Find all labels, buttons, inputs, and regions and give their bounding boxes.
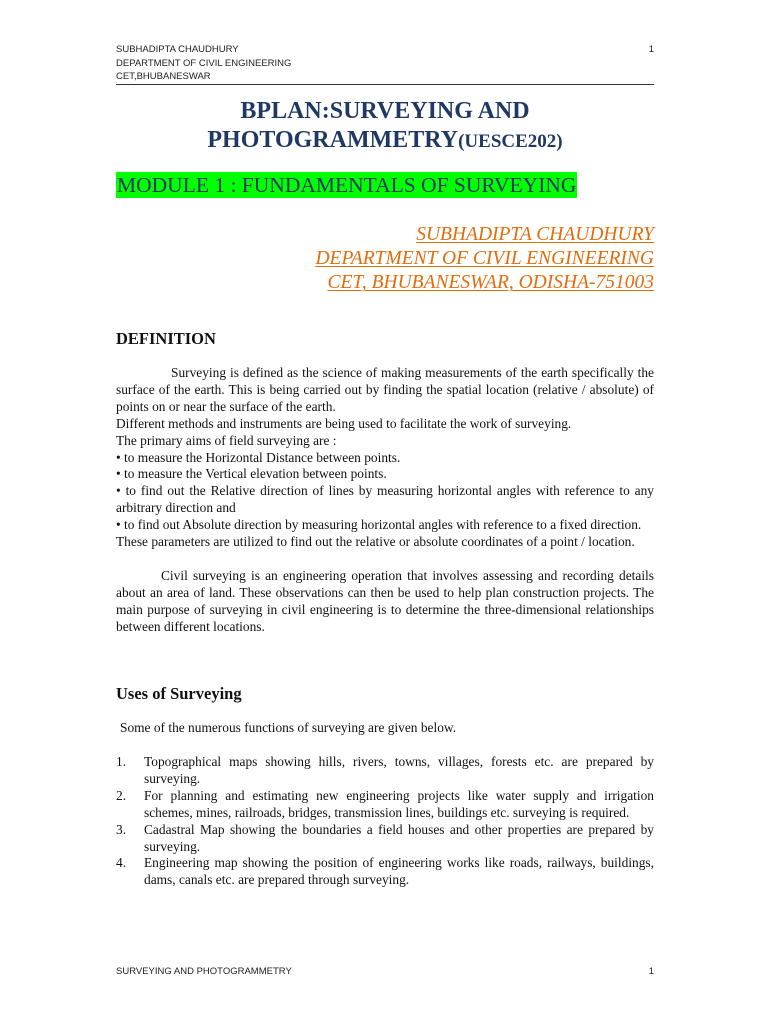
title-main: PHOTOGRAMMETRY [207, 127, 459, 153]
list-number: 2. [116, 787, 127, 803]
list-item [116, 754, 654, 788]
module-heading: MODULE 1 : FUNDAMENTALS OF SURVEYING [117, 173, 577, 197]
title-line-2 [116, 126, 654, 156]
list-item [116, 822, 654, 856]
aims-intro: The primary aims of field surveying are : [116, 432, 337, 448]
header-department: DEPARTMENT OF CIVIL ENGINEERING [116, 57, 292, 69]
list-text: Topographical maps showing hills, rivers, towns, villages, forests etc. are prepared by surveying. [144, 754, 654, 786]
header-page-number: 1 [648, 44, 654, 55]
uses-heading: Uses of Surveying [116, 684, 242, 703]
definition-body [116, 365, 654, 635]
list-text: For planning and estimating new engineering projects like water supply and irrigation schemes, mines, railroads, bridges, transmission lines, buildings etc. surveying is required. [144, 787, 654, 820]
civil-surveying-paragraph: Civil surveying is an engineering operation that involves assessing and recording details about an area of land. These observations can then be used to help plan construction projects. The main purpose of surveying in civil engineering is to determine the three-dimensional relationships between different locations. [116, 567, 654, 634]
definition-heading: DEFINITION [116, 329, 216, 348]
list-number: 1. [116, 754, 127, 769]
author-address: CET, BHUBANESWAR, ODISHA-751003 [327, 272, 654, 293]
author-name: SUBHADIPTA CHAUDHURY [416, 224, 654, 245]
list-number: 4. [116, 855, 127, 871]
definition-paragraph: Surveying is defined as the science of making measurements of the earth specifically the surface of the earth. This is being carried out by finding the spatial location (relative / absolute) of points on or near the surface of the earth. [116, 365, 654, 414]
aim-item: • to find out the Relative direction of lines by measuring horizontal angles with reference to any arbitrary direction and [116, 483, 654, 516]
header-divider [116, 84, 654, 85]
header-institute: CET,BHUBANESWAR [116, 71, 211, 82]
list-number: 3. [116, 821, 127, 837]
author-department: DEPARTMENT OF CIVIL ENGINEERING [315, 248, 654, 269]
header-author: SUBHADIPTA CHAUDHURY [116, 44, 239, 55]
list-text: Cadastral Map showing the boundaries a field houses and other properties are prepared by surveying. [144, 821, 654, 854]
footer-page-number: 1 [648, 966, 654, 977]
list-item [116, 788, 654, 822]
aim-item: • to find out Absolute direction by measuring horizontal angles with reference to a fixed direction. [116, 517, 642, 533]
footer-title: SURVEYING AND PHOTOGRAMMETRY [116, 966, 292, 977]
list-item [116, 855, 654, 889]
uses-list [116, 754, 654, 889]
methods-paragraph: Different methods and instruments are being used to facilitate the work of surveying. [116, 415, 572, 431]
course-code: (UESCE202) [458, 131, 563, 152]
aim-item: • to measure the Vertical elevation between points. [116, 466, 387, 482]
title-line-1: BPLAN:SURVEYING AND [240, 98, 530, 124]
running-header [116, 43, 654, 84]
list-text: Engineering map showing the position of engineering works like roads, railways, buildings, dams, canals etc. are prepared through surveying. [144, 855, 654, 888]
aim-item: • to measure the Horizontal Distance between points. [116, 449, 401, 465]
parameters-paragraph: These parameters are utilized to find out the relative or absolute coordinates of a point / location. [116, 534, 635, 550]
document-title [116, 97, 654, 156]
running-footer [116, 965, 654, 978]
uses-intro: Some of the numerous functions of surveying are given below. [120, 720, 457, 735]
author-block [116, 223, 654, 295]
